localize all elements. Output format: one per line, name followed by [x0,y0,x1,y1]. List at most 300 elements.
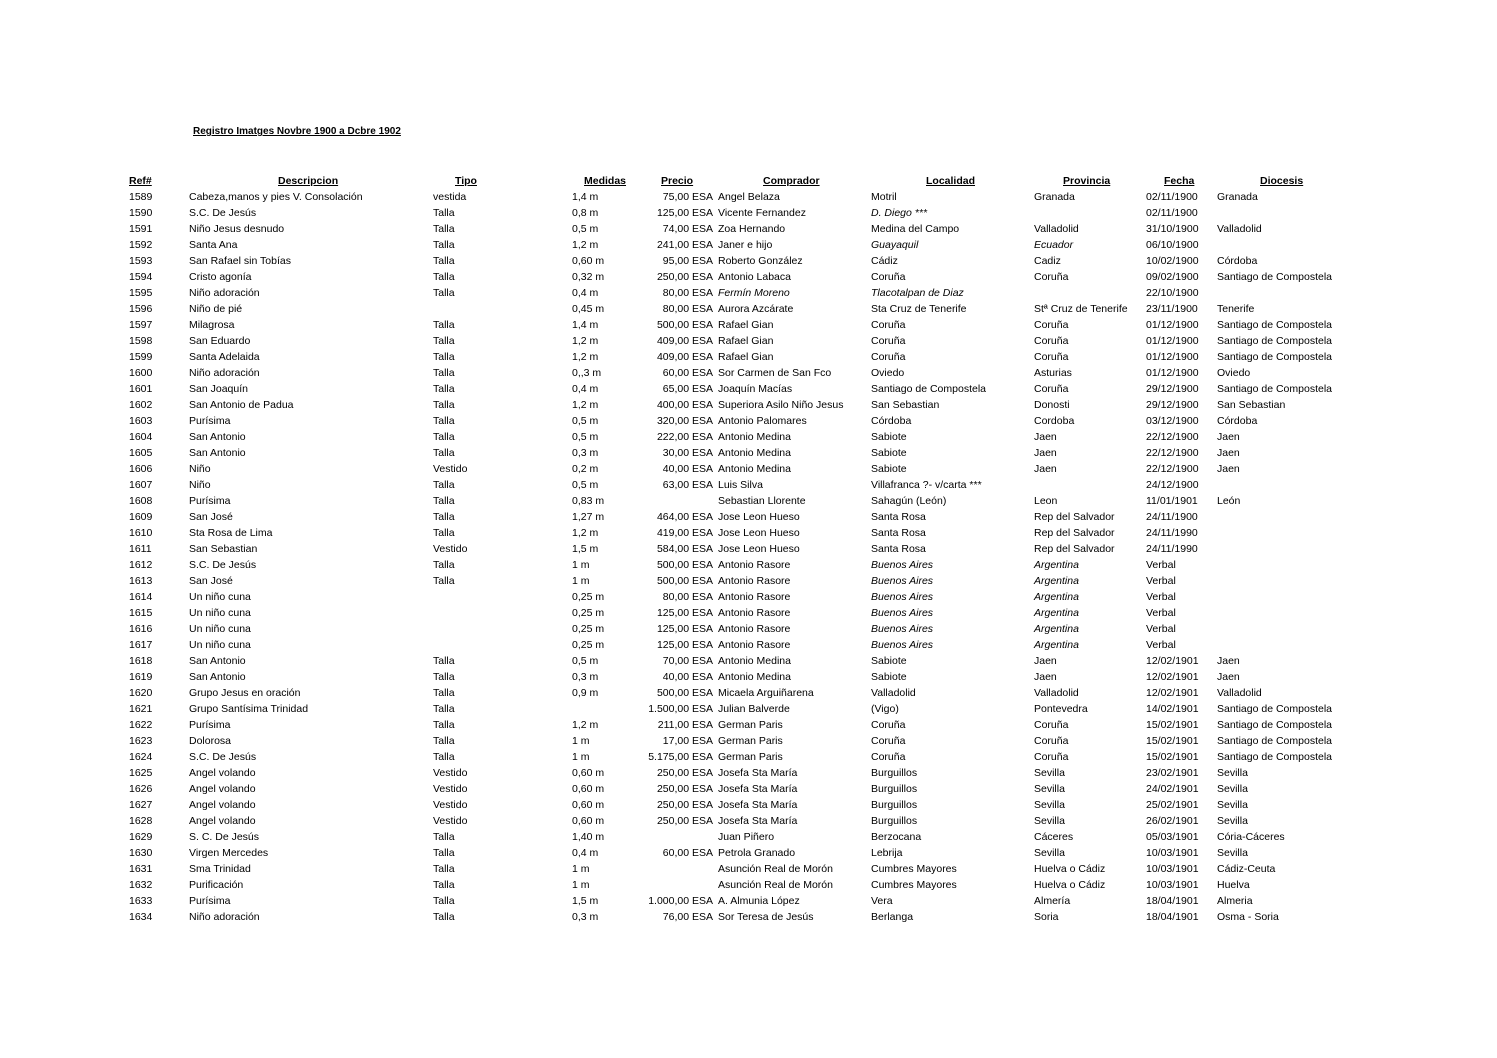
cell-ref: 1621 [129,703,153,715]
cell-localidad: Tlacotalpan de Diaz [871,287,964,299]
cell-comprador: Antonio Rasore [718,559,791,571]
cell-ref: 1597 [129,319,153,331]
cell-fecha: 22/12/1900 [1146,463,1199,475]
cell-tipo: Talla [433,207,455,219]
cell-medidas: 0,25 m [572,639,605,651]
cell-ref: 1601 [129,383,153,395]
cell-descripcion: Angel volando [189,815,256,827]
cell-ref: 1596 [129,303,153,315]
cell-localidad: Coruña [871,271,906,283]
cell-comprador: Josefa Sta María [718,799,798,811]
cell-precio: 1.500,00 ESA [648,703,713,715]
cell-descripcion: Purificación [189,879,244,891]
table-row [0,829,1497,845]
cell-comprador: Antonio Rasore [718,575,791,587]
cell-ref: 1606 [129,463,153,475]
cell-provincia: Pontevedra [1034,703,1088,715]
cell-localidad: Motril [871,191,897,203]
cell-comprador: Joaquín Macías [718,383,793,395]
cell-fecha: 09/02/1900 [1146,271,1199,283]
cell-provincia: Sevilla [1034,815,1065,827]
cell-provincia: Argentina [1034,559,1079,571]
cell-comprador: Janer e hijo [718,239,773,251]
cell-fecha: 22/10/1900 [1146,287,1199,299]
cell-localidad: Berzocana [871,831,922,843]
column-header-precio: Precio [661,175,694,187]
cell-descripcion: San Antonio [189,447,246,459]
cell-ref: 1620 [129,687,153,699]
cell-ref: 1609 [129,511,153,523]
cell-medidas: 1 m [572,735,590,747]
cell-fecha: 24/12/1900 [1146,479,1199,491]
cell-comprador: Micaela Arguiñarena [718,687,814,699]
cell-precio: 76,00 ESA [662,911,713,923]
cell-comprador: Antonio Medina [718,447,791,459]
cell-medidas: 1 m [572,559,590,571]
table-row [0,701,1497,717]
cell-descripcion: San José [189,511,233,523]
cell-medidas: 1,2 m [572,239,599,251]
cell-diocesis: Jaen [1217,671,1240,683]
cell-diocesis: Valladolid [1217,223,1262,235]
cell-provincia: Valladolid [1034,223,1079,235]
cell-descripcion: S.C. De Jesús [189,751,257,763]
cell-descripcion: Purísima [189,415,231,427]
cell-provincia: Huelva o Cádiz [1034,863,1106,875]
cell-fecha: 24/11/1900 [1146,511,1198,523]
cell-fecha: 10/03/1901 [1146,847,1199,859]
cell-localidad: Córdoba [871,415,912,427]
cell-fecha: 12/02/1901 [1146,655,1199,667]
cell-comprador: Sor Carmen de San Fco [718,367,832,379]
cell-comprador: Antonio Rasore [718,607,791,619]
cell-tipo: Talla [433,255,455,267]
cell-tipo: Talla [433,479,455,491]
cell-provincia: Rep del Salvador [1034,511,1115,523]
cell-descripcion: Niño [189,463,211,475]
cell-precio: 80,00 ESA [662,591,713,603]
cell-tipo: Talla [433,287,455,299]
cell-comprador: Antonio Palomares [718,415,807,427]
cell-medidas: 0,25 m [572,607,605,619]
cell-localidad: Sahagún (León) [871,495,947,507]
cell-precio: 500,00 ESA [656,687,713,699]
cell-ref: 1608 [129,495,153,507]
cell-comprador: German Paris [718,719,783,731]
cell-ref: 1599 [129,351,153,363]
cell-diocesis: Tenerife [1217,303,1255,315]
cell-descripcion: S. C. De Jesús [189,831,260,843]
cell-provincia: Asturias [1034,367,1072,379]
cell-medidas: 0,60 m [572,815,605,827]
cell-descripcion: Purísima [189,495,231,507]
cell-medidas: 1,5 m [572,895,599,907]
table-row [0,717,1497,733]
table-row [0,477,1497,493]
cell-descripcion: Dolorosa [189,735,232,747]
cell-descripcion: San Antonio [189,671,246,683]
cell-comprador: Luis Silva [718,479,763,491]
cell-medidas: 0,32 m [572,271,605,283]
cell-localidad: Medina del Campo [871,223,960,235]
cell-comprador: Antonio Medina [718,671,791,683]
cell-provincia: Argentina [1034,607,1079,619]
cell-precio: 65,00 ESA [662,383,713,395]
table-row [0,445,1497,461]
cell-provincia: Coruña [1034,383,1069,395]
cell-diocesis: Santiago de Compostela [1217,751,1332,763]
column-header-medidas: Medidas [584,175,627,187]
cell-descripcion: Purísima [189,895,231,907]
table-row [0,349,1497,365]
cell-precio: 250,00 ESA [656,815,713,827]
cell-comprador: Petrola Granado [718,847,796,859]
cell-ref: 1593 [129,255,153,267]
cell-provincia: Jaen [1034,447,1057,459]
cell-fecha: 12/02/1901 [1146,671,1199,683]
cell-fecha: 31/10/1900 [1146,223,1199,235]
table-row [0,733,1497,749]
cell-ref: 1631 [129,863,153,875]
cell-ref: 1622 [129,719,153,731]
table-row [0,765,1497,781]
cell-tipo: Talla [433,687,455,699]
cell-localidad: Burguillos [871,815,918,827]
cell-ref: 1589 [129,191,153,203]
cell-descripcion: Cabeza,manos y pies V. Consolación [189,191,363,203]
cell-comprador: Josefa Sta María [718,783,798,795]
cell-provincia: Sevilla [1034,783,1065,795]
cell-precio: 95,00 ESA [662,255,713,267]
cell-medidas: 0,60 m [572,767,605,779]
table-row [0,893,1497,909]
column-header-provincia: Provincia [1063,175,1111,187]
cell-provincia: Cordoba [1034,415,1075,427]
cell-precio: 400,00 ESA [656,399,713,411]
cell-fecha: 15/02/1901 [1146,751,1199,763]
cell-provincia: Argentina [1034,623,1079,635]
cell-precio: 500,00 ESA [656,559,713,571]
table-row [0,605,1497,621]
cell-localidad: Coruña [871,735,906,747]
cell-descripcion: Un niño cuna [189,639,251,651]
cell-tipo: Talla [433,335,455,347]
table-row [0,429,1497,445]
cell-precio: 464,00 ESA [656,511,713,523]
table-row [0,269,1497,285]
table-row [0,861,1497,877]
cell-precio: 250,00 ESA [656,799,713,811]
cell-tipo: Talla [433,223,455,235]
cell-medidas: 1,2 m [572,399,599,411]
cell-diocesis: Córdoba [1217,255,1258,267]
cell-tipo: Talla [433,527,455,539]
cell-comprador: Superiora Asilo Niño Jesus [718,399,844,411]
cell-fecha: 24/11/1990 [1146,527,1198,539]
cell-descripcion: San Rafael sin Tobías [189,255,291,267]
cell-descripcion: Niño [189,479,211,491]
cell-precio: 60,00 ESA [662,367,713,379]
cell-medidas: 0,4 m [572,383,599,395]
cell-precio: 250,00 ESA [656,271,713,283]
cell-precio: 211,00 ESA [657,719,713,731]
cell-medidas: 0,60 m [572,799,605,811]
cell-ref: 1611 [129,543,152,555]
cell-fecha: 26/02/1901 [1146,815,1199,827]
cell-ref: 1607 [129,479,153,491]
cell-provincia: Jaen [1034,431,1057,443]
table-row [0,365,1497,381]
cell-descripcion: Niño adoración [189,367,260,379]
cell-comprador: Josefa Sta María [718,767,798,779]
cell-tipo: Vestido [433,463,468,475]
cell-precio: 125,00 ESA [656,639,713,651]
cell-tipo: Talla [433,399,455,411]
cell-ref: 1612 [129,559,153,571]
cell-tipo: Talla [433,655,455,667]
cell-ref: 1610 [129,527,153,539]
cell-comprador: Aurora Azcárate [718,303,794,315]
cell-provincia: Rep del Salvador [1034,527,1115,539]
cell-precio: 40,00 ESA [662,671,713,683]
cell-tipo: Talla [433,383,455,395]
cell-fecha: 01/12/1900 [1146,319,1199,331]
cell-fecha: 22/12/1900 [1146,447,1199,459]
cell-comprador: Rafael Gian [718,351,774,363]
cell-precio: 409,00 ESA [656,351,713,363]
cell-precio: 125,00 ESA [656,607,713,619]
table-row [0,797,1497,813]
cell-comprador: Antonio Medina [718,463,791,475]
table-row [0,573,1497,589]
cell-localidad: Sabiote [871,463,907,475]
cell-provincia: Coruña [1034,735,1069,747]
cell-medidas: 0,5 m [572,415,599,427]
cell-medidas: 0,9 m [572,687,599,699]
table-row [0,541,1497,557]
cell-fecha: 01/12/1900 [1146,367,1199,379]
cell-medidas: 0,4 m [572,287,599,299]
cell-comprador: Josefa Sta María [718,815,798,827]
cell-medidas: 1,2 m [572,335,599,347]
cell-provincia: Cadiz [1034,255,1061,267]
cell-ref: 1624 [129,751,153,763]
cell-localidad: Valladolid [871,687,916,699]
cell-tipo: Talla [433,751,455,763]
cell-diocesis: Sevilla [1217,799,1248,811]
cell-tipo: Talla [433,495,455,507]
cell-localidad: Buenos Aires [871,575,934,587]
cell-fecha: 02/11/1900 [1146,191,1198,203]
cell-ref: 1590 [129,207,153,219]
cell-localidad: Coruña [871,351,906,363]
cell-comprador: Antonio Medina [718,431,791,443]
cell-fecha: 02/11/1900 [1146,207,1198,219]
cell-medidas: 0,4 m [572,847,599,859]
cell-diocesis: Santiago de Compostela [1217,319,1332,331]
cell-provincia: Coruña [1034,719,1069,731]
cell-descripcion: Santa Adelaida [189,351,260,363]
cell-diocesis: Jaen [1217,463,1240,475]
cell-precio: 5.175,00 ESA [648,751,713,763]
table-row [0,317,1497,333]
cell-diocesis: Sevilla [1217,847,1248,859]
cell-comprador: Zoa Hernando [718,223,786,235]
cell-descripcion: Niño adoración [189,911,260,923]
cell-localidad: Berlanga [871,911,914,923]
cell-medidas: 0,5 m [572,431,599,443]
cell-medidas: 0,,3 m [572,367,602,379]
cell-localidad: Coruña [871,335,906,347]
cell-medidas: 0,2 m [572,463,599,475]
cell-medidas: 1,2 m [572,351,599,363]
cell-provincia: Jaen [1034,671,1057,683]
cell-ref: 1633 [129,895,153,907]
column-header-tipo: Tipo [455,175,477,187]
cell-ref: 1603 [129,415,153,427]
cell-precio: 320,00 ESA [656,415,713,427]
cell-tipo: Talla [433,239,455,251]
cell-provincia: Ecuador [1034,239,1074,251]
cell-fecha: 18/04/1901 [1146,895,1199,907]
table-row [0,557,1497,573]
cell-comprador: Rafael Gian [718,319,774,331]
cell-ref: 1613 [129,575,153,587]
cell-precio: 500,00 ESA [656,319,713,331]
cell-tipo: Talla [433,431,455,443]
cell-ref: 1625 [129,767,153,779]
cell-medidas: 0,45 m [572,303,605,315]
cell-ref: 1616 [129,623,153,635]
cell-ref: 1594 [129,271,153,283]
cell-diocesis: Huelva [1217,879,1250,891]
cell-tipo: Talla [433,511,455,523]
cell-diocesis: Almeria [1217,895,1253,907]
cell-ref: 1630 [129,847,153,859]
cell-descripcion: San Eduardo [189,335,251,347]
cell-localidad: Buenos Aires [871,623,934,635]
cell-medidas: 0,3 m [572,447,599,459]
table-row [0,237,1497,253]
cell-medidas: 0,5 m [572,479,599,491]
cell-localidad: Santa Rosa [871,543,926,555]
cell-descripcion: San José [189,575,233,587]
cell-fecha: 23/11/1900 [1146,303,1198,315]
cell-fecha: Verbal [1146,575,1176,587]
cell-descripcion: S.C. De Jesús [189,559,257,571]
table-row [0,669,1497,685]
cell-localidad: Sta Cruz de Tenerife [871,303,967,315]
cell-medidas: 0,25 m [572,623,605,635]
cell-fecha: Verbal [1146,559,1176,571]
table-row [0,413,1497,429]
table-row [0,333,1497,349]
cell-comprador: Antonio Labaca [718,271,791,283]
cell-medidas: 1 m [572,863,590,875]
cell-precio: 409,00 ESA [656,335,713,347]
cell-fecha: 24/11/1990 [1146,543,1198,555]
cell-tipo: Talla [433,559,455,571]
cell-descripcion: Virgen Mercedes [189,847,269,859]
cell-fecha: 29/12/1900 [1146,383,1199,395]
cell-localidad: D. Diego *** [871,207,928,219]
cell-descripcion: San Antonio de Padua [189,399,294,411]
cell-localidad: Sabiote [871,447,907,459]
cell-ref: 1602 [129,399,153,411]
cell-localidad: Villafranca ?- v/carta *** [871,479,982,491]
cell-comprador: Jose Leon Hueso [718,511,800,523]
cell-tipo: Talla [433,703,455,715]
cell-ref: 1614 [129,591,153,603]
table-row [0,493,1497,509]
cell-fecha: 25/02/1901 [1146,799,1199,811]
cell-fecha: 01/12/1900 [1146,351,1199,363]
cell-precio: 40,00 ESA [662,463,713,475]
cell-medidas: 0,8 m [572,207,599,219]
column-header-ref: Ref# [129,175,152,187]
cell-precio: 70,00 ESA [662,655,713,667]
cell-medidas: 0,5 m [572,655,599,667]
cell-provincia: Cáceres [1034,831,1074,843]
cell-ref: 1623 [129,735,153,747]
cell-ref: 1634 [129,911,153,923]
cell-provincia: Coruña [1034,351,1069,363]
cell-diocesis: Santiago de Compostela [1217,383,1332,395]
cell-diocesis: Valladolid [1217,687,1262,699]
cell-fecha: Verbal [1146,607,1176,619]
cell-localidad: Santa Rosa [871,511,926,523]
cell-descripcion: Santa Ana [189,239,238,251]
cell-provincia: Jaen [1034,463,1057,475]
cell-diocesis: Santiago de Compostela [1217,735,1332,747]
cell-precio: 125,00 ESA [656,207,713,219]
cell-descripcion: San Antonio [189,655,246,667]
cell-medidas: 1,40 m [572,831,605,843]
table-row [0,461,1497,477]
cell-descripcion: Milagrosa [189,319,235,331]
cell-fecha: 15/02/1901 [1146,719,1199,731]
cell-descripcion: Angel volando [189,783,256,795]
cell-comprador: Julian Balverde [718,703,790,715]
cell-tipo: Talla [433,367,455,379]
cell-comprador: A. Almunia López [718,895,800,907]
cell-localidad: Coruña [871,319,906,331]
cell-comprador: Vicente Fernandez [718,207,806,219]
cell-precio: 222,00 ESA [656,431,713,443]
table-row [0,589,1497,605]
cell-medidas: 0,25 m [572,591,605,603]
cell-precio: 584,00 ESA [656,543,713,555]
cell-ref: 1600 [129,367,153,379]
cell-provincia: Almería [1034,895,1071,907]
cell-localidad: Sabiote [871,671,907,683]
cell-localidad: Cádiz [871,255,898,267]
cell-descripcion: Un niño cuna [189,623,251,635]
cell-medidas: 1,4 m [572,319,599,331]
cell-comprador: Jose Leon Hueso [718,527,800,539]
cell-provincia: Coruña [1034,751,1069,763]
cell-descripcion: Niño adoración [189,287,260,299]
cell-tipo: Talla [433,719,455,731]
cell-medidas: 0,3 m [572,911,599,923]
table-row [0,749,1497,765]
cell-localidad: Santa Rosa [871,527,926,539]
cell-descripcion: Niño Jesus desnudo [189,223,285,235]
cell-diocesis: Granada [1217,191,1258,203]
cell-medidas: 0,60 m [572,255,605,267]
cell-tipo: Talla [433,319,455,331]
cell-localidad: Lebrija [871,847,903,859]
